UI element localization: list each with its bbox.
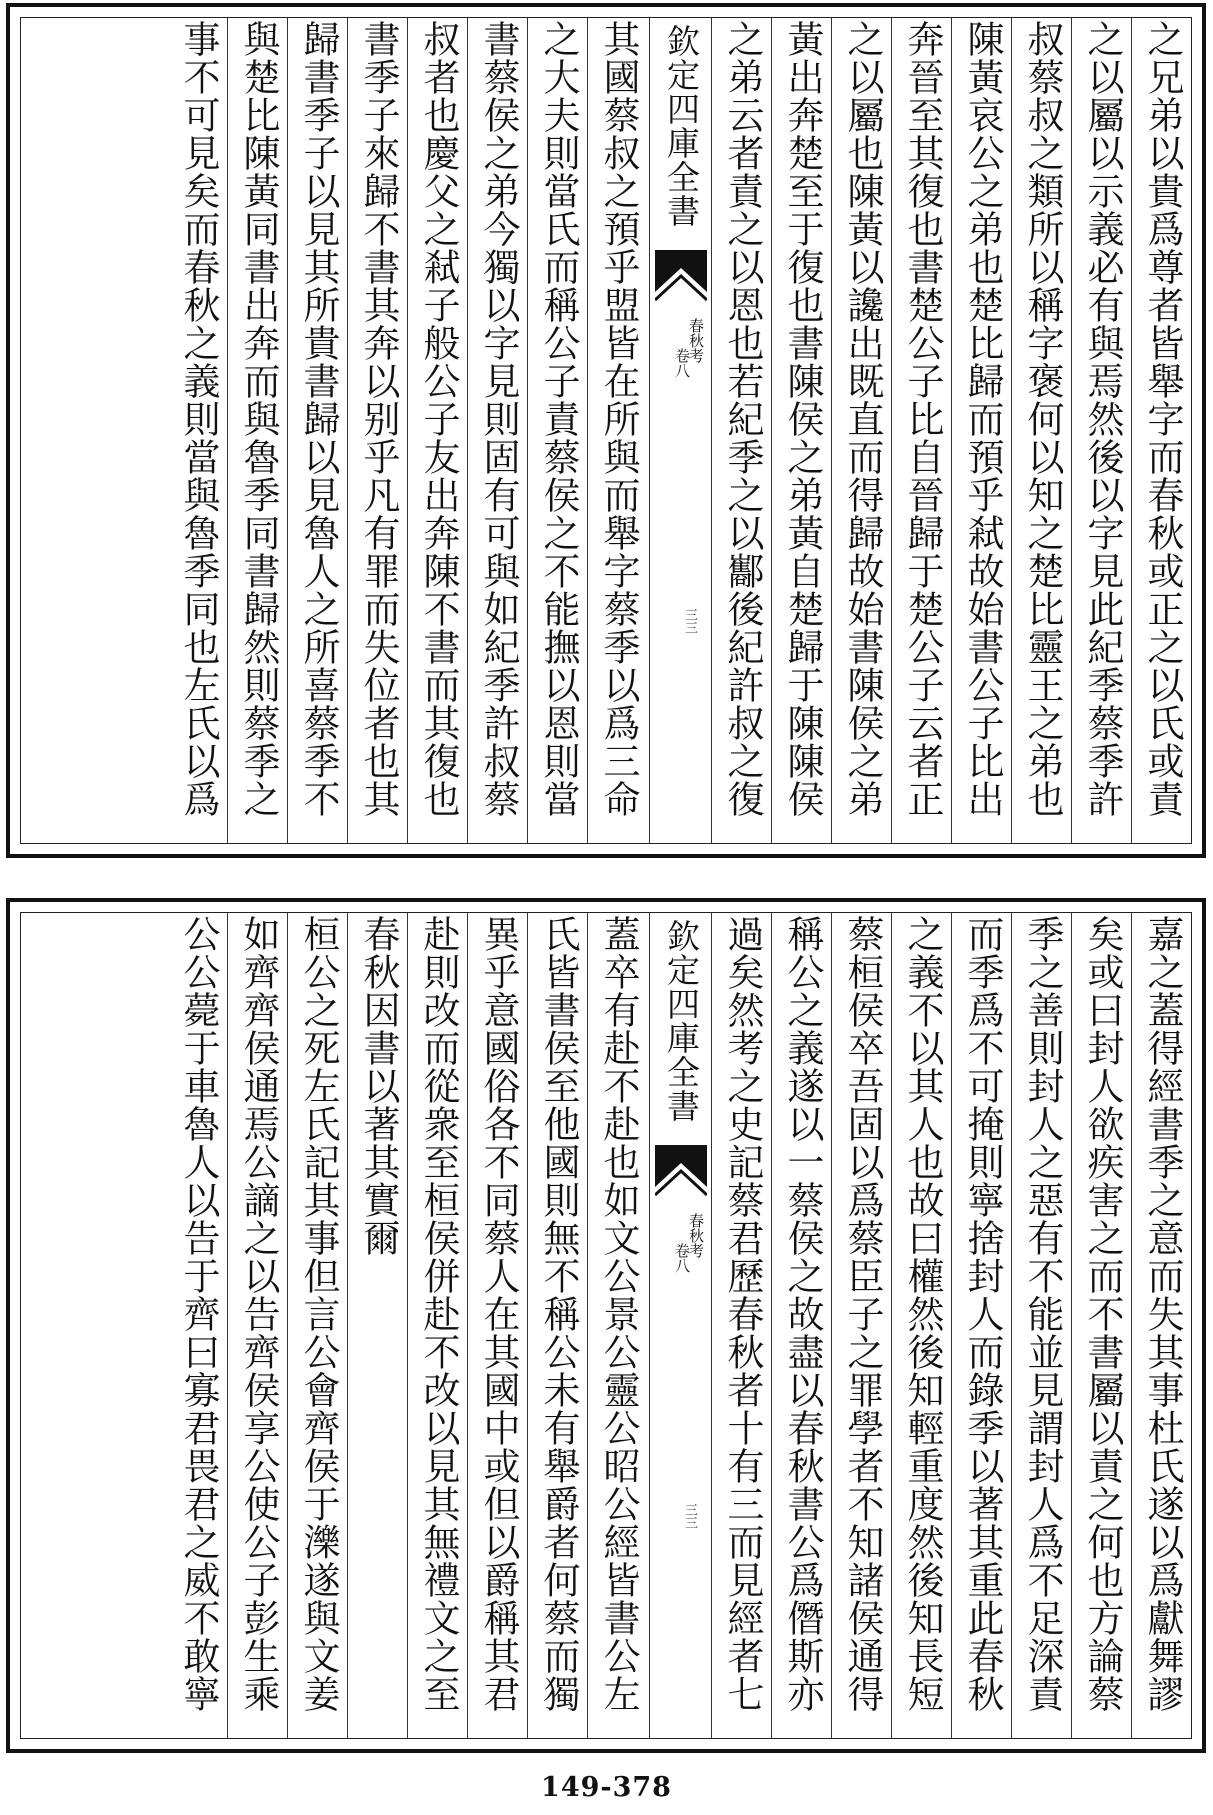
- text-column: 之以屬以示義必有與焉然後以字見此紀季蔡季許: [1081, 20, 1124, 818]
- column-rule: [1131, 18, 1132, 843]
- text-column: 叔蔡叔之類所以稱字褒何以知之楚比靈王之弟也: [1021, 20, 1064, 818]
- column-rule: [227, 913, 228, 1738]
- column-rule: [527, 18, 528, 843]
- volume-number: 卷八: [673, 1243, 691, 1273]
- text-column: 季之善則封人之惡有不能並見謂封人爲不足深責: [1021, 915, 1064, 1713]
- text-column: 之以屬也陳黃以讒出既直而得歸故始書陳侯之弟: [841, 20, 884, 818]
- text-column: 陳黃哀公之弟也楚比歸而預乎弒故始書公子比出: [961, 20, 1004, 818]
- text-column: 之義不以其人也故曰權然後知輕重度然後知長短: [901, 915, 944, 1713]
- text-column: 蓋卒有赴不赴也如文公景公靈公昭公經皆書公左: [597, 915, 640, 1713]
- column-rule: [407, 18, 408, 843]
- column-rule: [771, 913, 772, 1738]
- text-column: 桓公之死左氏記其事但言公會齊侯于濼遂與文姜: [297, 915, 340, 1713]
- text-column: 叔者也慶父之弒子般公子友出奔陳不書而其復也: [417, 20, 460, 818]
- text-column: 之兄弟以貴爲尊者皆舉字而春秋或正之以氏或責: [1141, 20, 1184, 818]
- book-name: 春秋考: [687, 318, 705, 363]
- column-rule: [227, 18, 228, 843]
- column-rule: [891, 18, 892, 843]
- text-column: 嘉之蓋得經書季之意而失其事杜氏遂以爲獻舞謬: [1141, 915, 1184, 1713]
- text-column: 奔晉至其復也書楚公子比自晉歸于楚公子云者正: [901, 20, 944, 818]
- text-column: 之大夫則當氏而稱公子責蔡侯之不能撫以恩則當: [537, 20, 580, 818]
- text-column: 之弟云者責之以恩也若紀季之以酅後紀許叔之復: [721, 20, 764, 818]
- volume-number: 卷八: [673, 348, 691, 378]
- column-rule: [649, 18, 650, 843]
- column-rule: [587, 18, 588, 843]
- text-column: 歸書季子以見其所貴書歸以見魯人之所喜蔡季不: [297, 20, 340, 818]
- column-rule: [831, 913, 832, 1738]
- text-column: 稱公之義遂以一蔡侯之故盡以春秋書公爲僭斯亦: [781, 915, 824, 1713]
- text-column: 其國蔡叔之預乎盟皆在所與而舉字蔡季以爲三命: [597, 20, 640, 818]
- page-label: 149-378: [541, 1772, 672, 1803]
- text-column: 事不可見矣而春秋之義則當與魯季同也左氏以爲: [177, 20, 220, 818]
- text-column: 過矣然考之史記蔡君歷春秋者十有三而見經者七: [721, 915, 764, 1713]
- column-rule: [587, 913, 588, 1738]
- column-rule: [831, 18, 832, 843]
- column-rule: [1011, 913, 1012, 1738]
- text-column: 公公薨于車魯人以告于齊曰寡君畏君之威不敢寧: [177, 915, 220, 1713]
- column-rule: [951, 18, 952, 843]
- top-page-inner-border: [20, 17, 1192, 844]
- column-rule: [891, 913, 892, 1738]
- column-rule: [287, 18, 288, 843]
- book-name: 春秋考: [687, 1213, 705, 1258]
- text-column: 矣或曰封人欲疾害之而不書屬以責之何也方論蔡: [1081, 915, 1124, 1713]
- column-rule: [1071, 913, 1072, 1738]
- column-rule: [1131, 913, 1132, 1738]
- column-rule: [1011, 18, 1012, 843]
- text-column: 異乎意國俗各不同蔡人在其國中或但以爵稱其君: [477, 915, 520, 1713]
- text-column: 而季爲不可掩則寧捨封人而錄季以著其重此春秋: [961, 915, 1004, 1713]
- fish-tail-mark-icon: [655, 250, 707, 310]
- column-rule: [347, 18, 348, 843]
- column-rule: [407, 913, 408, 1738]
- column-rule: [711, 913, 712, 1738]
- column-rule: [771, 18, 772, 843]
- column-rule: [711, 18, 712, 843]
- column-rule: [467, 18, 468, 843]
- text-column: 如齊齊侯通焉公謫之以告齊侯享公使公子彭生乘: [237, 915, 280, 1713]
- text-column: 蔡桓侯卒吾固以爲蔡臣子之罪學者不知諸侯通得: [841, 915, 884, 1713]
- bottom-page-frame: [6, 898, 1206, 1753]
- text-column: 氏皆書侯至他國則無不稱公未有舉爵者何蔡而獨: [537, 915, 580, 1713]
- leaf-number: 三三: [682, 608, 697, 634]
- top-page-frame: [6, 3, 1206, 858]
- column-rule: [287, 913, 288, 1738]
- column-rule: [467, 913, 468, 1738]
- fish-tail-mark-icon: [655, 1145, 707, 1205]
- column-rule: [527, 913, 528, 1738]
- center-fold-strip: [651, 913, 711, 1738]
- book-title: 欽定四庫全書: [662, 24, 701, 228]
- text-column: 書季子來歸不書其奔以别乎凡有罪而失位者也其: [357, 20, 400, 818]
- column-rule: [347, 913, 348, 1738]
- leaf-number: 三三: [682, 1503, 697, 1529]
- text-column: 書蔡侯之弟今獨以字見則固有可與如紀季許叔蔡: [477, 20, 520, 818]
- book-title: 欽定四庫全書: [662, 919, 701, 1123]
- text-column: 與楚比陳黃同書出奔而與魯季同書歸然則蔡季之: [237, 20, 280, 818]
- text-column: 黃出奔楚至于復也書陳侯之弟黃自楚歸于陳陳侯: [781, 20, 824, 818]
- column-rule: [951, 913, 952, 1738]
- text-column: 春秋因書以著其實爾: [357, 915, 400, 1257]
- center-fold-strip: [651, 18, 711, 843]
- bottom-page-inner-border: [20, 912, 1192, 1739]
- text-column: 赴則改而從衆至桓侯併赴不改以見其無禮文之至: [417, 915, 460, 1713]
- column-rule: [649, 913, 650, 1738]
- column-rule: [1071, 18, 1072, 843]
